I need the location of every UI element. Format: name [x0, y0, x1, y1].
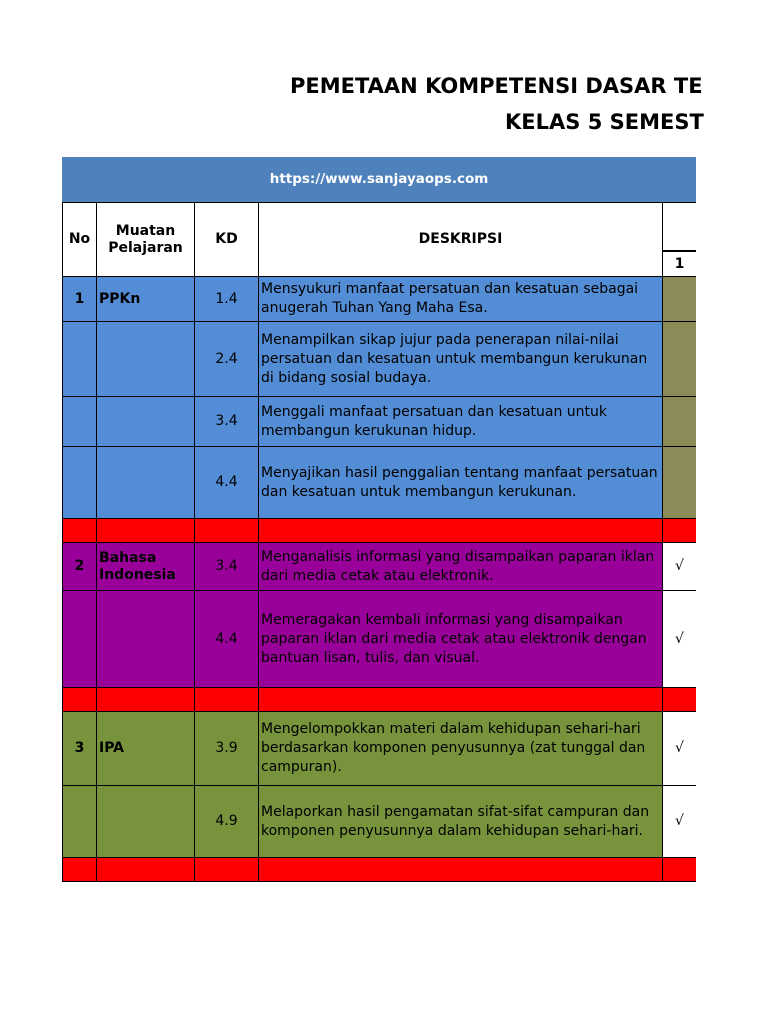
separator-row: [663, 519, 696, 543]
header-week-1: 1: [663, 251, 696, 277]
description: Menganalisis informasi yang disampaikan paparan iklan dari media cetak atau elektronik.: [259, 543, 663, 591]
week-1-check: [663, 322, 696, 397]
row-number: [62, 322, 97, 397]
week-1-check: √: [663, 712, 696, 786]
week-1-check: √: [663, 543, 696, 591]
row-number: [62, 397, 97, 447]
row-number: [62, 591, 97, 688]
kd-code: 3.4: [195, 397, 259, 447]
separator-row: [97, 688, 195, 712]
header-deskripsi: DESKRIPSI: [259, 203, 663, 277]
separator-row: [62, 519, 97, 543]
page-title-line1: PEMETAAN KOMPETENSI DASAR TE: [290, 74, 703, 98]
description: Menampilkan sikap jujur pada penerapan nilai-nilai persatuan dan kesatuan untuk membangun kerukunan di bidang sosial budaya.: [259, 322, 663, 397]
separator-row: [259, 858, 663, 882]
description: Mensyukuri manfaat persatuan dan kesatuan sebagai anugerah Tuhan Yang Maha Esa.: [259, 277, 663, 322]
header-no: No: [62, 203, 97, 277]
subject-name: [97, 447, 195, 519]
description: Menyajikan hasil penggalian tentang manfaat persatuan dan kesatuan untuk membangun kerukunan.: [259, 447, 663, 519]
description: Melaporkan hasil pengamatan sifat-sifat campuran dan komponen penyusunnya dalam kehidupan sehari-hari.: [259, 786, 663, 858]
separator-row: [259, 519, 663, 543]
page-title-line2: KELAS 5 SEMEST: [505, 110, 704, 134]
week-1-check: [663, 277, 696, 322]
subject-name: [97, 397, 195, 447]
separator-row: [195, 688, 259, 712]
separator-row: [663, 858, 696, 882]
separator-row: [62, 858, 97, 882]
subject-name: IPA: [97, 712, 195, 786]
separator-row: [97, 519, 195, 543]
header-week-group: [663, 203, 696, 251]
week-1-check: √: [663, 786, 696, 858]
kd-code: 3.9: [195, 712, 259, 786]
description: Menggali manfaat persatuan dan kesatuan untuk membangun kerukunan hidup.: [259, 397, 663, 447]
website-url-banner: https://www.sanjayaops.com: [62, 157, 696, 203]
description: Mengelompokkan materi dalam kehidupan sehari-hari berdasarkan komponen penyusunnya (zat tunggal dan campuran).: [259, 712, 663, 786]
header-kd: KD: [195, 203, 259, 277]
separator-row: [663, 688, 696, 712]
separator-row: [97, 858, 195, 882]
description: Memeragakan kembali informasi yang disampaikan paparan iklan dari media cetak atau elektronik dengan bantuan lisan, tulis, dan visual.: [259, 591, 663, 688]
subject-name: Bahasa Indonesia: [97, 543, 195, 591]
kd-code: 4.9: [195, 786, 259, 858]
week-1-check: √: [663, 591, 696, 688]
row-number: [62, 447, 97, 519]
competency-table: [62, 157, 696, 882]
subject-name: [97, 322, 195, 397]
subject-name: [97, 591, 195, 688]
row-number: 3: [62, 712, 97, 786]
separator-row: [195, 858, 259, 882]
kd-code: 3.4: [195, 543, 259, 591]
separator-row: [259, 688, 663, 712]
row-number: 1: [62, 277, 97, 322]
subject-name: PPKn: [97, 277, 195, 322]
row-number: 2: [62, 543, 97, 591]
kd-code: 4.4: [195, 447, 259, 519]
kd-code: 4.4: [195, 591, 259, 688]
kd-code: 2.4: [195, 322, 259, 397]
week-1-check: [663, 447, 696, 519]
row-number: [62, 786, 97, 858]
week-1-check: [663, 397, 696, 447]
kd-code: 1.4: [195, 277, 259, 322]
header-muatan-pelajaran: Muatan Pelajaran: [97, 203, 195, 277]
separator-row: [195, 519, 259, 543]
subject-name: [97, 786, 195, 858]
separator-row: [62, 688, 97, 712]
